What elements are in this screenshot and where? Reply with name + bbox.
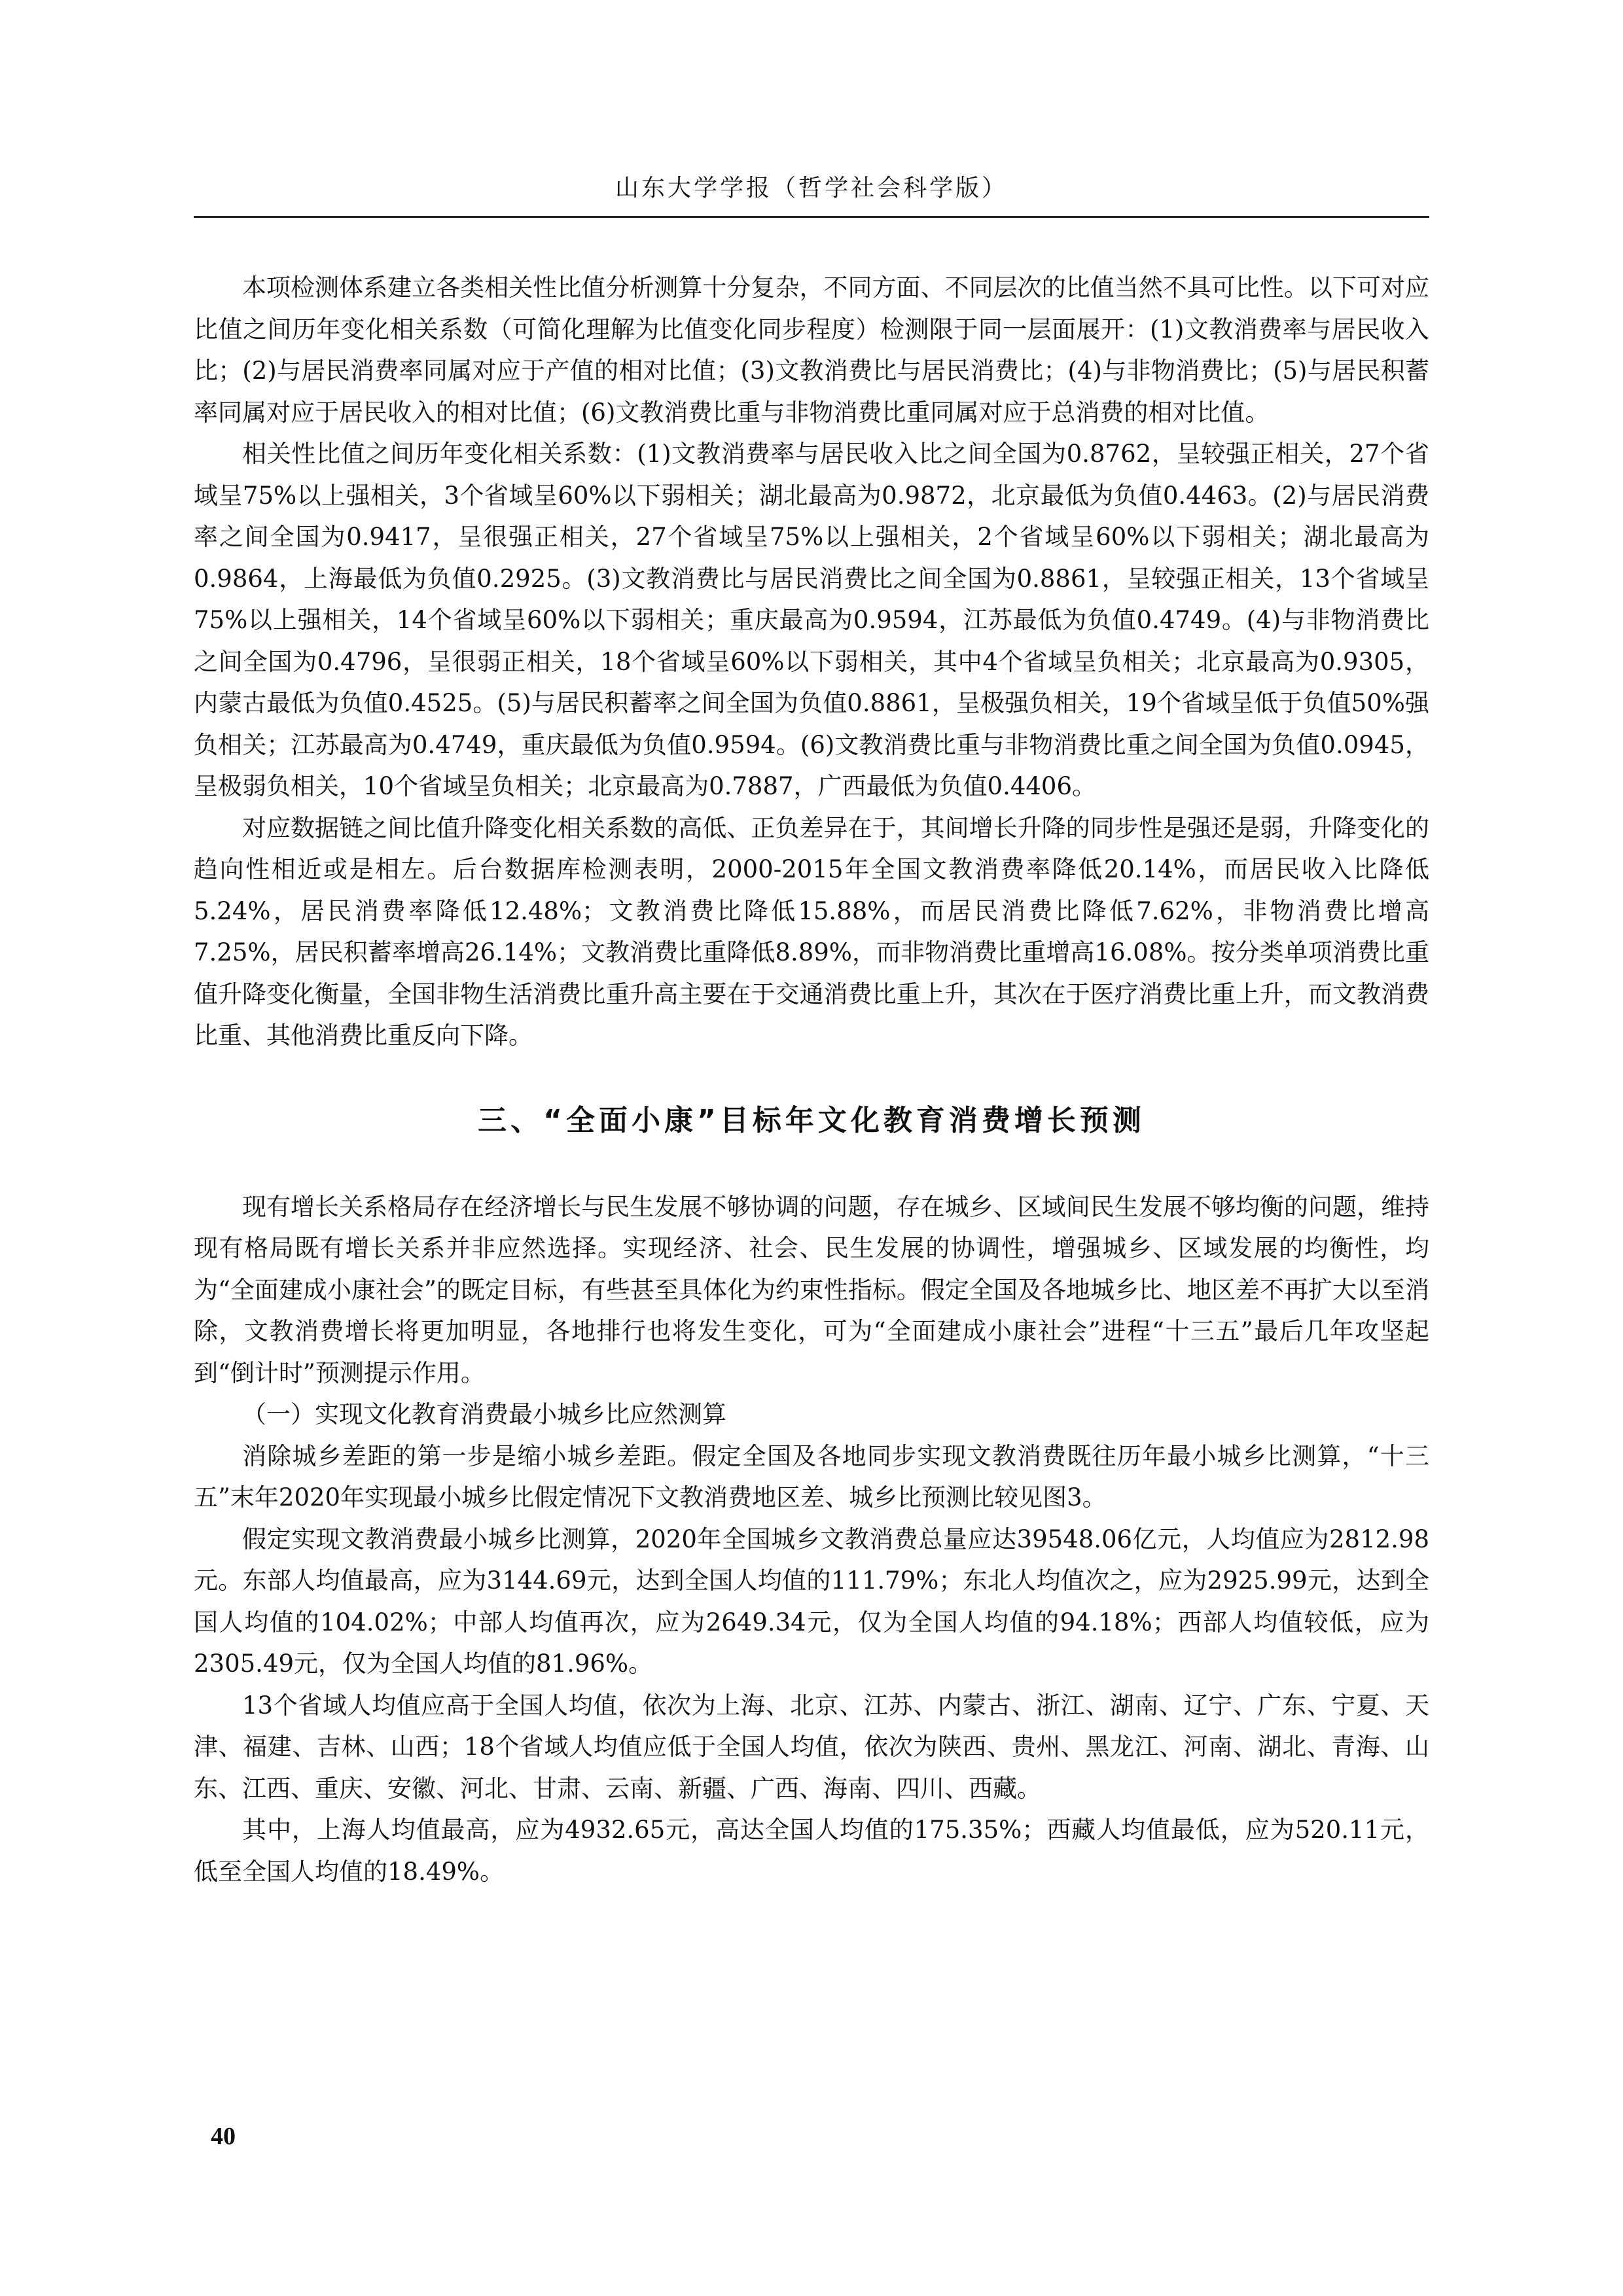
section-heading: 三、“全面小康”目标年文化教育消费增长预测 (478, 1103, 1145, 1137)
header-rule (194, 216, 1429, 218)
page-number: 40 (211, 2123, 236, 2150)
article-body (194, 267, 1429, 1892)
body-paragraph: 对应数据链之间比值升降变化相关系数的高低、正负差异在于，其间增长升降的同步性是强还是弱，升降变化的趋向性相近或是相左。后台数据库检测表明，2000-2015年全国文教消费率降低20.14%，而居民收入比降低5.24%，居民消费率降低12.48%；文教消费比降低15.88%，而居民消费比降低7.62%，非物消费比增高7.25%，居民积蓄率增高26.14%；文教消费比重降低8.89%，而非物消费比重增高16.08%。按分类单项消费比重值升降变化衡量，全国非物生活消费比重升高主要在于交通消费比重上升，其次在于医疗消费比重上升，而文教消费比重、其他消费比重反向下降。 (194, 813, 1429, 1050)
body-paragraph: 其中，上海人均值最高，应为4932.65元，高达全国人均值的175.35%；西藏人均值最低，应为520.11元，低至全国人均值的18.49%。 (194, 1816, 1429, 1886)
subsection-heading: （一）实现文化教育消费最小城乡比应然测算 (242, 1400, 726, 1428)
body-paragraph: 相关性比值之间历年变化相关系数：(1)文教消费率与居民收入比之间全国为0.8762，呈较强正相关，27个省域呈75%以上强相关，3个省域呈60%以下弱相关；湖北最高为0.9872，北京最低为负值0.4463。(2)与居民消费率之间全国为0.9417，呈很强正相关，27个省域呈75%以上强相关，2个省域呈60%以下弱相关；湖北最高为0.9864，上海最低为负值0.2925。(3)文教消费比与居民消费比之间全国为0.8861，呈较强正相关，13个省域呈75%以上强相关，14个省域呈60%以下弱相关；重庆最高为0.9594，江苏最低为负值0.4749。(4)与非物消费比之间全国为0.4796，呈很弱正相关，18个省域呈60%以下弱相关，其中4个省域呈负相关；北京最高为0.9305，内蒙古最低为负值0.4525。(5)与居民积蓄率之间全国为负值0.8861，呈极强负相关，19个省域呈低于负值50%强负相关；江苏最高为0.4749，重庆最低为负值0.9594。(6)文教消费比重与非物消费比重之间全国为负值0.0945，呈极弱负相关，10个省域呈负相关；北京最高为0.7887，广西最低为负值0.4406。 (194, 440, 1429, 800)
body-paragraph: 现有增长关系格局存在经济增长与民生发展不够协调的问题，存在城乡、区域间民生发展不够均衡的问题，维持现有格局既有增长关系并非应然选择。实现经济、社会、民生发展的协调性，增强城乡、区域发展的均衡性，均为“全面建成小康社会”的既定目标，有些甚至具体化为约束性指标。假定全国及各地城乡比、地区差不再扩大以至消除，文教消费增长将更加明显，各地排行也将发生变化，可为“全面建成小康社会”进程“十三五”最后几年攻坚起到“倒计时”预测提示作用。 (194, 1192, 1429, 1387)
body-paragraph: 本项检测体系建立各类相关性比值分析测算十分复杂，不同方面、不同层次的比值当然不具可比性。以下可对应比值之间历年变化相关系数（可简化理解为比值变化同步程度）检测限于同一层面展开：(1)文教消费率与居民收入比；(2)与居民消费率同属对应于产值的相对比值；(3)文教消费比与居民消费比；(4)与非物消费比；(5)与居民积蓄率同属对应于居民收入的相对比值；(6)文教消费比重与非物消费比重同属对应于总消费的相对比值。 (194, 274, 1429, 427)
body-paragraph: 假定实现文教消费最小城乡比测算，2020年全国城乡文教消费总量应达39548.06亿元，人均值应为2812.98元。东部人均值最高，应为3144.69元，达到全国人均值的111.79%；东北人均值次之，应为2925.99元，达到全国人均值的104.02%；中部人均值再次，应为2649.34元，仅为全国人均值的94.18%；西部人均值较低，应为2305.49元，仅为全国人均值的81.96%。 (194, 1525, 1429, 1678)
body-paragraph: 13个省域人均值应高于全国人均值，依次为上海、北京、江苏、内蒙古、浙江、湖南、辽宁、广东、宁夏、天津、福建、吉林、山西；18个省域人均值应低于全国人均值，依次为陕西、贵州、黑龙江、河南、湖北、青海、山东、江西、重庆、安徽、河北、甘肃、云南、新疆、广西、海南、四川、西藏。 (194, 1691, 1429, 1803)
body-paragraph: 消除城乡差距的第一步是缩小城乡差距。假定全国及各地同步实现文教消费既往历年最小城乡比测算，“十三五”末年2020年实现最小城乡比假定情况下文教消费地区差、城乡比预测比较见图3。 (194, 1441, 1429, 1511)
running-head: 山东大学学报（哲学社会科学版） (615, 175, 1008, 202)
